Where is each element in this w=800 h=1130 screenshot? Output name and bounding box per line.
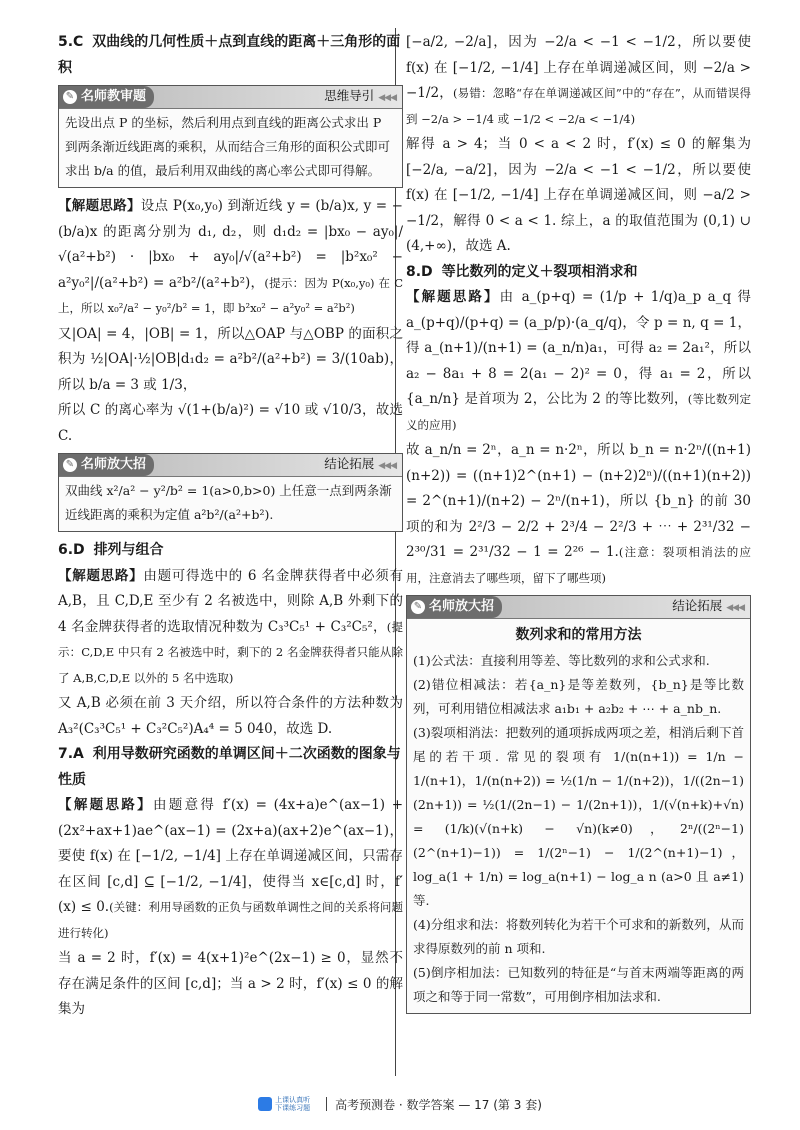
teacher-icon: ✎ xyxy=(63,90,77,104)
q8-box-body xyxy=(407,619,750,1013)
q5-conclusion-box xyxy=(58,453,403,532)
footer-text: 高考预测卷 · 数学答案 — 17 (第 3 套) xyxy=(335,1097,542,1112)
q8-method-box xyxy=(406,595,751,1014)
q8-heading xyxy=(406,260,751,286)
arrows-icon: ◀◀◀ xyxy=(378,92,396,103)
left-column xyxy=(58,30,403,1023)
q8-solution: 【解题思路】由 a_(p+q) = (1/p + 1/q)a_p a_q 得 a_(p+q)/(p+q) = (a_p/p)·(a_q/q)，令 p = n, q = 1，得 a_(n+1)/(n+1) = (a_n/n)a₁，可得 a₂ = 2a₁²，所以 a₂ − 8a₁ + 8 = 2(a₁ − 2)² = 0，得 a₁ = 2，所以 {a_n/n} 是首项为 2，公比为 2 的等比数列，(等比数列定义的应用) xyxy=(406,289,752,432)
q6-number: 6.D xyxy=(58,542,85,558)
q5-box-sub: 思维导引 ◀◀◀ xyxy=(324,87,396,103)
right-column xyxy=(406,30,751,1020)
q7-title: 利用导数研究函数的单调区间＋二次函数的图象与性质 xyxy=(58,746,401,788)
q5-heading xyxy=(58,30,403,81)
logo-mark-icon xyxy=(258,1097,272,1111)
page-footer xyxy=(0,1093,800,1115)
q5-text2: 又|OA| = 4，|OB| = 1，所以△OAP 与△OBP 的面积之积为 ½|OA|·½|OB|d₁d₂ = a²b²/(a²+b²) = 3/(10ab)，所以 b/a = 3 或 1/3， xyxy=(58,325,403,393)
footer-separator xyxy=(326,1097,327,1111)
publisher-logo: 上课认真听 下课练习题 xyxy=(258,1096,310,1112)
method-item: (3)裂项相消法：把数列的通项拆成两项之差，相消后剩下首尾的若干项. 常见的裂项有 1/(n(n+1)) = 1/n − 1/(n+1)，1/(n(n+2)) = ½(1/n − 1/(n+2))，1/((2n−1)(2n+1)) = ½(1/(2n−1) − 1/(2n+1))，1/(√(n+k)+√n) = (1/k)(√(n+k) − √n)(k≠0)，2ⁿ/((2ⁿ−1)(2^(n+1)−1)) = 1/(2ⁿ−1) − 1/(2^(n+1)−1)，log_a(1 + 1/n) = log_a(n+1) − log_a n (a>0 且 a≠1) 等. xyxy=(413,725,744,908)
q7-number: 7.A xyxy=(58,746,84,762)
q6-solution: 【解题思路】由题可得选中的 6 名金牌获得者中必须有 A,B，且 C,D,E 至少有 2 名被选中，则除 A,B 外剩下的 4 名金牌获得者的选取情况种数为 C₃³C₅¹ + C₃²C₅²，(提示：C,D,E 中只有 2 名被选中时，剩下的 2 名金牌获得者只能从除了 A,B,C,D,E 以外的 5 名中选取) xyxy=(58,567,404,685)
q8-box-sub: 结论拓展 ◀◀◀ xyxy=(672,597,744,613)
q8-title: 等比数列的定义＋裂项相消求和 xyxy=(441,263,638,280)
method-item: (5)倒序相加法：已知数列的特征是“与首末两端等距离的两项之和等于同一常数”，可用倒序相加法求和. xyxy=(413,965,744,1004)
q5-box2-header xyxy=(59,454,402,477)
q8-number: 8.D xyxy=(406,263,433,280)
teacher-icon: ✎ xyxy=(63,458,77,472)
arrows-icon: ◀◀◀ xyxy=(378,460,396,471)
q5-box-badge: ✎ 名师教审题 xyxy=(59,86,154,108)
q5-hint: (提示：因为 P(x₀,y₀) 在 C 上，所以 x₀²/a² − y₀²/b² = 1，即 b²x₀² − a²y₀² = a²b²) xyxy=(58,275,403,315)
q5-teacher-box xyxy=(58,85,403,188)
q8-hint2: (注意：裂项相消法的应用，注意消去了哪些项，留下了哪些项) xyxy=(406,545,751,585)
q7-solution: 【解题思路】由题意得 f′(x) = (4x+a)e^(ax−1) + (2x²+ax+1)ae^(ax−1) = (2x+a)(ax+2)e^(ax−1)，要使 f(x) 在 [−1/2, −1/4] 上存在单调递减区间，只需存在区间 [c,d] ⊆ [−1/2, −1/4]，使得当 x∈[c,d] 时，f′(x) ≤ 0.(关键：利用导函数的正负与函数单调性之间的关系将问题进行转化) xyxy=(58,797,404,940)
q6-title: 排列与组合 xyxy=(93,542,164,558)
q5-solution: 【解题思路】设点 P(x₀,y₀) 到渐近线 y = (b/a)x, y = −(b/a)x 的距离分别为 d₁, d₂，则 d₁d₂ = |bx₀ − ay₀|/√(a²+b²) · |bx₀ + ay₀|/√(a²+b²) = |b²x₀² − a²y₀²|/(a²+b²) = a²b²/(a²+b²)，(提示：因为 P(x₀,y₀) 在 C 上，所以 x₀²/a² − y₀²/b² = 1，即 b²x₀² − a²y₀² = a²b²) xyxy=(58,198,403,315)
q6-heading xyxy=(58,538,403,564)
q6-text2: 又 A,B 必须在前 3 天介绍，所以符合条件的方法种数为 A₃²(C₃³C₅¹ + C₃²C₅²)A₄⁴ = 5 040，故选 D. xyxy=(58,695,403,737)
q7-right2: 解得 a > 4；当 0 < a < 2 时，f′(x) ≤ 0 的解集为 [−2/a, −a/2]，因为 −2/a < −1 < −1/2，所以要使 f(x) 在 [−1/2, −1/4] 上存在单调递减区间，则 −a/2 > −1/2，解得 0 < a < 1. 综上，a 的取值范围为 (0,1) ∪ (4,+∞)，故选 A. xyxy=(406,136,751,254)
q5-number: 5.C xyxy=(58,34,84,50)
q8-text2: 故 a_n/n = 2ⁿ，a_n = n·2ⁿ，所以 b_n = n·2ⁿ/((n+1)(n+2)) = ((n+1)2^(n+1) − (n+2)2ⁿ)/((n+1)(n+2)) = 2^(n+1)/(n+2) − 2ⁿ/(n+1)，所以 {b_n} 的前 30 项的和为 2²/3 − 2/2 + 2³/4 − 2²/3 + ⋯ + 2³¹/32 − 2³⁰/31 = 2³¹/32 − 1 = 2²⁶ − 1.(注意：裂项相消法的应用，注意消去了哪些项，留下了哪些项) xyxy=(406,442,751,585)
q8-box-title: 数列求和的常用方法 xyxy=(515,627,642,643)
q8-box-badge: ✎ 名师放大招 xyxy=(407,596,502,618)
q5-box-header xyxy=(59,86,402,109)
q5-text3: 所以 C 的离心率为 √(1+(b/a)²) = √10 或 √10/3，故选 C. xyxy=(58,402,403,444)
q5-box-text: 先设出点 P 的坐标，然后利用点到直线的距离公式求出 P 到两条渐近线距离的乘积，从而结合三角形的面积公式即可求出 b/a 的值，最后利用双曲线的离心率公式即可得解。 xyxy=(65,115,391,178)
q7-right1: [−a/2, −2/a]，因为 −2/a < −1 < −1/2，所以要使 f(x) 在 [−1/2, −1/4] 上存在单调递减区间，则 −2/a > −1/2，(易错：忽略“存在单调递减区间”中的“存在”，从而错误得到 −2/a > −1/4 或 −1/2 < −2/a < −1/4) xyxy=(406,34,751,126)
arrows-icon: ◀◀◀ xyxy=(726,602,744,613)
method-item: (1)公式法：直接利用等差、等比数列的求和公式求和. xyxy=(413,653,710,668)
q8-box-header xyxy=(407,596,750,619)
q7-heading xyxy=(58,742,403,793)
method-item: (4)分组求和法：将数列转化为若干个可求和的新数列，从而求得原数列的前 n 项和. xyxy=(413,917,744,956)
method-item: (2)错位相减法：若{a_n}是等差数列，{b_n}是等比数列，可利用错位相减法求 a₁b₁ + a₂b₂ + ⋯ + a_nb_n. xyxy=(413,677,744,716)
q8-hint: (等比数列定义的应用) xyxy=(406,392,751,432)
q7-right-hint: (易错：忽略“存在单调递减区间”中的“存在”，从而错误得到 −2/a > −1/4 或 −1/2 < −2/a < −1/4) xyxy=(406,86,751,126)
teacher-icon: ✎ xyxy=(411,600,425,614)
q6-hint: (提示：C,D,E 中只有 2 名被选中时，剩下的 2 名金牌获得者只能从除了 A,B,C,D,E 以外的 5 名中选取) xyxy=(58,619,403,685)
q5-box2-text: 双曲线 x²/a² − y²/b² = 1(a>0,b>0) 上任意一点到两条渐近线距离的乘积为定值 a²b²/(a²+b²). xyxy=(65,483,392,522)
q5-box2-badge: ✎ 名师放大招 xyxy=(59,454,154,476)
q5-box2-sub: 结论拓展 ◀◀◀ xyxy=(324,455,396,471)
q7-text2: 当 a = 2 时，f′(x) = 4(x+1)²e^(2x−1) ≥ 0，显然不存在满足条件的区间 [c,d]；当 a > 2 时，f′(x) ≤ 0 的解集为 xyxy=(58,950,403,1017)
q7-hint: (关键：利用导函数的正负与函数单调性之间的关系将问题进行转化) xyxy=(58,900,404,940)
q5-title: 双曲线的几何性质＋点到直线的距离＋三角形的面积 xyxy=(58,34,401,76)
